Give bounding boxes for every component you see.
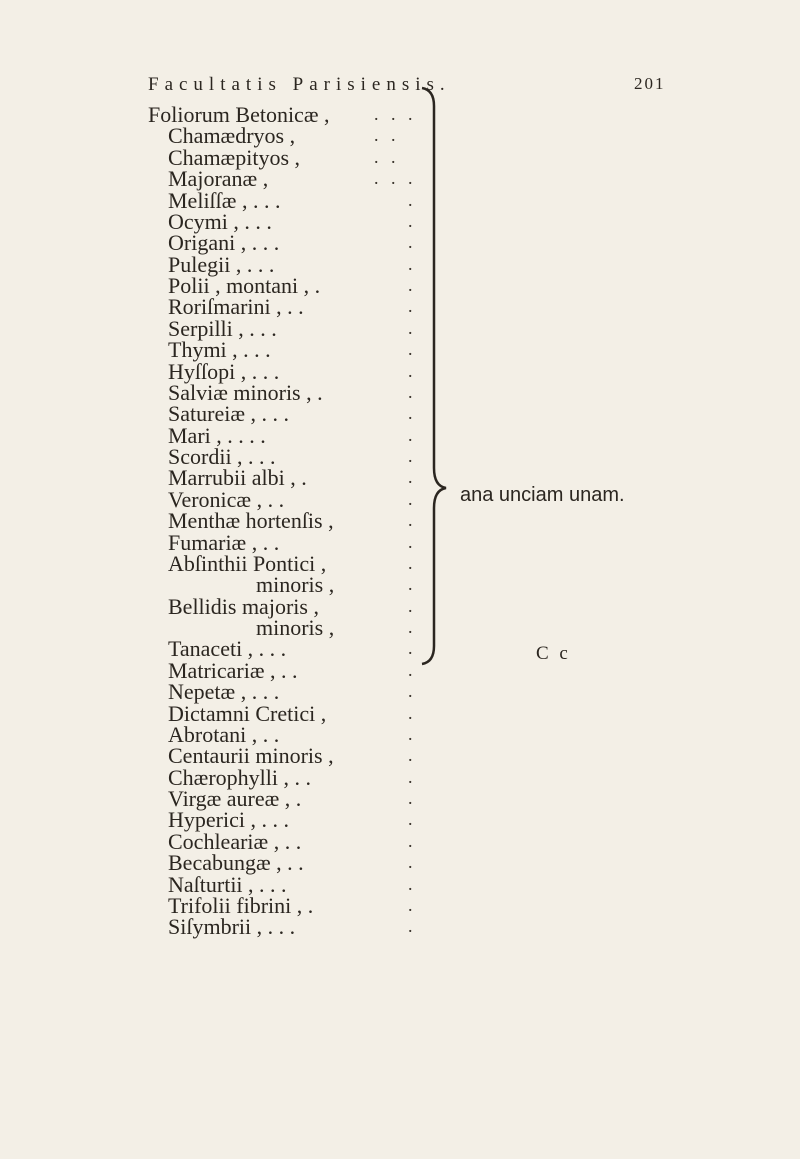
leader-dots: . bbox=[408, 403, 417, 424]
leader-dots: . bbox=[408, 189, 417, 210]
leader-dots: . bbox=[408, 638, 417, 659]
list-item bbox=[0, 636, 800, 662]
leader-dots: . bbox=[408, 852, 417, 873]
list-item bbox=[0, 446, 800, 467]
leader-dots: . bbox=[408, 552, 417, 573]
entry-name: Siſymbrii , . . . bbox=[168, 914, 296, 940]
list-item bbox=[0, 850, 800, 876]
list-item bbox=[0, 679, 800, 705]
entry-name: Becabungæ , . . bbox=[168, 850, 304, 876]
leader-dots: . bbox=[408, 745, 417, 766]
leader-dots: . bbox=[408, 531, 417, 552]
leader-dots: . bbox=[408, 381, 417, 402]
entry-name: Bellidis majoris , bbox=[168, 593, 319, 619]
list-item bbox=[0, 914, 800, 940]
entry-name: Abſinthii Pontici , bbox=[168, 550, 327, 576]
leader-dots: . bbox=[408, 296, 417, 317]
leader-dots: . bbox=[408, 788, 417, 808]
entry-name: Salviæ minoris , . bbox=[168, 379, 323, 405]
entry-name: Origani , . . . bbox=[168, 230, 280, 256]
entry-name: Roriſmarini , . . bbox=[168, 294, 304, 320]
leader-dots: . bbox=[408, 232, 417, 253]
list-item bbox=[0, 401, 800, 427]
list-item bbox=[0, 230, 800, 256]
list-item bbox=[0, 871, 800, 897]
entry-name: Serpilli , . . . bbox=[168, 315, 277, 341]
entry-name: Centaurii minoris , bbox=[168, 743, 334, 769]
entry-name: Ocymi , . . . bbox=[168, 208, 272, 234]
list-item bbox=[0, 465, 800, 491]
list-item bbox=[0, 104, 800, 125]
entry-name: Scordii , . . . bbox=[168, 444, 276, 469]
list-item bbox=[0, 337, 800, 363]
entry-name: Dictamni Cretici , bbox=[168, 700, 327, 726]
list-item bbox=[0, 508, 800, 534]
list-item bbox=[0, 657, 800, 683]
leader-dots: . . . bbox=[374, 168, 417, 189]
entry-name: Chærophylli , . . bbox=[168, 764, 312, 790]
entry-name: Trifolii fibrini , . bbox=[168, 892, 314, 918]
list-item bbox=[0, 529, 800, 555]
list-item bbox=[0, 572, 800, 598]
leader-dots: . bbox=[408, 467, 417, 488]
list-item bbox=[0, 788, 800, 809]
entry-name: Menthæ hortenſis , bbox=[168, 508, 334, 534]
list-item bbox=[0, 208, 800, 234]
leader-dots: . bbox=[408, 424, 417, 445]
entry-name: Mari , . . . . bbox=[168, 422, 266, 448]
entry-name: minoris , bbox=[256, 572, 335, 598]
list-item bbox=[0, 892, 800, 918]
entry-name: Marrubii albi , . bbox=[168, 465, 307, 491]
leader-dots: . bbox=[408, 360, 417, 381]
list-item bbox=[0, 807, 800, 833]
ingredient-list bbox=[0, 104, 800, 938]
leader-dots: . . bbox=[374, 146, 400, 167]
list-item bbox=[0, 828, 800, 854]
entry-name: Abrotani , . . bbox=[168, 721, 280, 747]
entry-name: Virgæ aureæ , . bbox=[168, 786, 302, 811]
leader-dots: . bbox=[408, 659, 417, 680]
list-item bbox=[0, 315, 800, 341]
list-item bbox=[0, 486, 800, 512]
entry-name: Meliſſæ , . . . bbox=[168, 187, 281, 213]
entry-name: Hyſſopi , . . . bbox=[168, 358, 280, 384]
leader-dots: . . bbox=[374, 125, 400, 146]
signature-mark: C c bbox=[536, 643, 571, 664]
entry-name: Satureiæ , . . . bbox=[168, 401, 289, 427]
list-item bbox=[0, 743, 800, 769]
running-title: Facultatis Parisiensis. bbox=[148, 74, 451, 95]
leader-dots: . bbox=[408, 275, 417, 295]
leader-dots: . bbox=[408, 253, 417, 274]
leader-dots: . bbox=[408, 873, 417, 894]
leader-dots: . bbox=[408, 809, 417, 830]
leader-dots: . bbox=[408, 766, 417, 787]
entry-name: Majoranæ , bbox=[168, 166, 269, 192]
entry-name: Hyperici , . . . bbox=[168, 807, 289, 833]
leader-dots: . bbox=[408, 723, 417, 744]
leader-dots: . bbox=[408, 617, 417, 637]
entry-name: Nepetæ , . . . bbox=[168, 679, 280, 705]
entry-name: Chamædryos , bbox=[168, 123, 296, 149]
leader-dots: . bbox=[408, 702, 417, 723]
list-item bbox=[0, 144, 800, 170]
leader-dots: . bbox=[408, 210, 417, 231]
brace-label: ana unciam unam. bbox=[460, 484, 625, 506]
leader-dots: . bbox=[408, 317, 417, 338]
list-item bbox=[0, 550, 800, 576]
right-brace bbox=[418, 86, 448, 666]
leader-dots: . bbox=[408, 446, 417, 466]
entry-name: Pulegii , . . . bbox=[168, 251, 275, 277]
entry-name: Tanaceti , . . . bbox=[168, 636, 287, 662]
leader-dots: . . . bbox=[374, 104, 417, 124]
list-item bbox=[0, 123, 800, 149]
entry-name: Thymi , . . . bbox=[168, 337, 271, 363]
leader-dots: . bbox=[408, 595, 417, 616]
leader-dots: . bbox=[408, 681, 417, 702]
leader-dots: . bbox=[408, 488, 417, 509]
list-item bbox=[0, 294, 800, 320]
leader-dots: . bbox=[408, 894, 417, 915]
entry-name: Fumariæ , . . bbox=[168, 529, 280, 555]
list-item bbox=[0, 379, 800, 405]
page-number: 201 bbox=[634, 74, 666, 93]
leader-dots: . bbox=[408, 574, 417, 595]
list-item bbox=[0, 764, 800, 790]
entry-name: minoris , bbox=[256, 615, 335, 640]
list-item bbox=[0, 187, 800, 213]
entry-name: Polii , montani , . bbox=[168, 273, 321, 298]
entry-name: Naſturtii , . . . bbox=[168, 871, 287, 897]
list-item bbox=[0, 721, 800, 747]
leader-dots: . bbox=[408, 339, 417, 360]
list-item bbox=[0, 593, 800, 619]
list-item bbox=[0, 251, 800, 277]
list-item bbox=[0, 422, 800, 448]
leader-dots: . bbox=[408, 510, 417, 531]
list-item bbox=[0, 166, 800, 192]
list-item bbox=[0, 275, 800, 296]
leader-dots: . bbox=[408, 916, 417, 937]
list-item bbox=[0, 358, 800, 384]
leader-dots: . bbox=[408, 830, 417, 851]
entry-name: Cochleariæ , . . bbox=[168, 828, 302, 854]
entry-name: Foliorum Betonicæ , bbox=[148, 102, 330, 127]
entry-name: Matricariæ , . . bbox=[168, 657, 298, 683]
list-item bbox=[0, 700, 800, 726]
list-item bbox=[0, 617, 800, 638]
entry-name: Veronicæ , . . bbox=[168, 486, 285, 512]
entry-name: Chamæpityos , bbox=[168, 144, 301, 170]
